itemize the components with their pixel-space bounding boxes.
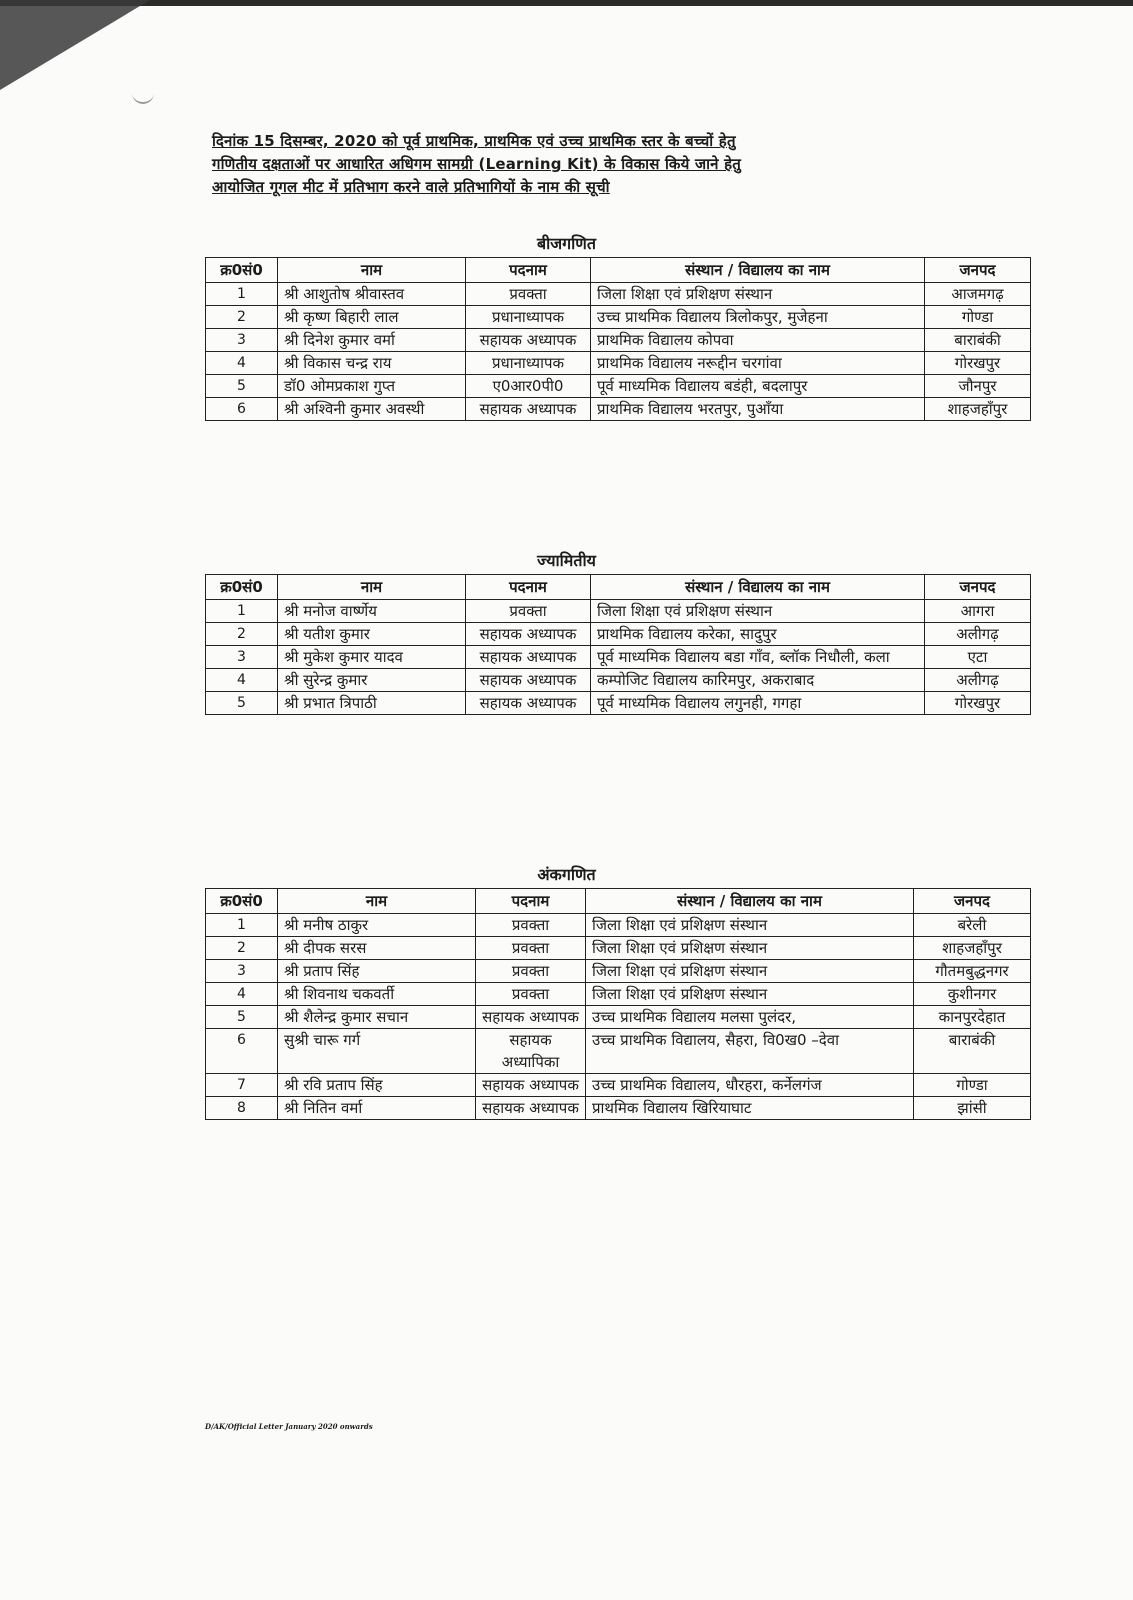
cell-sn: 4 — [206, 983, 278, 1006]
heading-line-1: दिनांक 15 दिसम्बर, 2020 को पूर्व प्राथमिक, प्राथमिक एवं उच्च प्राथमिक स्तर के बच्चों हेतु — [212, 132, 736, 150]
table-row — [206, 352, 1031, 375]
section-title-algebra: बीजगणित — [537, 234, 596, 253]
table-header-row — [206, 575, 1031, 600]
cell-designation: सहायक अध्यापक — [476, 1097, 586, 1120]
table-row — [206, 646, 1031, 669]
header-name: नाम — [278, 575, 466, 600]
cell-institution: जिला शिक्षा एवं प्रशिक्षण संस्थान — [591, 283, 925, 306]
cell-district: अलीगढ़ — [925, 623, 1031, 646]
header-designation: पदनाम — [466, 575, 591, 600]
cell-designation: सहायक अध्यापक — [466, 669, 591, 692]
table-row — [206, 623, 1031, 646]
header-designation: पदनाम — [466, 258, 591, 283]
table-row — [206, 1006, 1031, 1029]
cell-name: श्री मनीष ठाकुर — [278, 914, 476, 937]
cell-name: डॉ0 ओमप्रकाश गुप्त — [278, 375, 466, 398]
cell-designation: सहायक अध्यापक — [466, 398, 591, 421]
table-row — [206, 283, 1031, 306]
cell-designation: सहायक अध्यापक — [466, 329, 591, 352]
table-row — [206, 329, 1031, 352]
cell-district: गोरखपुर — [925, 352, 1031, 375]
cell-district: गोरखपुर — [925, 692, 1031, 715]
cell-institution: जिला शिक्षा एवं प्रशिक्षण संस्थान — [586, 960, 914, 983]
cell-institution: जिला शिक्षा एवं प्रशिक्षण संस्थान — [586, 983, 914, 1006]
header-district: जनपद — [925, 575, 1031, 600]
cell-district: कानपुरदेहात — [914, 1006, 1031, 1029]
cell-name: श्री शैलेन्द्र कुमार सचान — [278, 1006, 476, 1029]
cell-district: शाहजहाँपुर — [914, 937, 1031, 960]
table-row — [206, 306, 1031, 329]
section-title-geometry: ज्यामितीय — [537, 551, 596, 570]
header-district: जनपद — [925, 258, 1031, 283]
cell-sn: 2 — [206, 937, 278, 960]
cell-sn: 8 — [206, 1097, 278, 1120]
header-district: जनपद — [914, 889, 1031, 914]
cell-name: श्री विकास चन्द्र राय — [278, 352, 466, 375]
table-row — [206, 1029, 1031, 1074]
header-designation: पदनाम — [476, 889, 586, 914]
cell-institution: प्राथमिक विद्यालय करेका, सादुपुर — [591, 623, 925, 646]
table-row — [206, 983, 1031, 1006]
cell-name: श्री प्रभात त्रिपाठी — [278, 692, 466, 715]
header-sn: क्र0सं0 — [206, 575, 278, 600]
table-row — [206, 1097, 1031, 1120]
cell-institution: पूर्व माध्यमिक विद्यालय बडा गाँव, ब्लॉक निधौली, कला — [591, 646, 925, 669]
cell-designation: सहायक अध्यापिका — [476, 1029, 586, 1074]
cell-district: आगरा — [925, 600, 1031, 623]
table-row — [206, 600, 1031, 623]
cell-designation: सहायक अध्यापक — [466, 623, 591, 646]
cell-name: सुश्री चारू गर्ग — [278, 1029, 476, 1074]
cell-designation: ए0आर0पी0 — [466, 375, 591, 398]
cell-name: श्री सुरेन्द्र कुमार — [278, 669, 466, 692]
heading-line-3: आयोजित गूगल मीट में प्रतिभाग करने वाले प्रतिभागियों के नाम की सूची — [212, 178, 610, 196]
heading-line-2: गणितीय दक्षताओं पर आधारित अधिगम सामग्री (Learning Kit) के विकास किये जाने हेतु — [212, 155, 742, 173]
cell-sn: 1 — [206, 914, 278, 937]
cell-designation: प्रवक्ता — [476, 937, 586, 960]
cell-sn: 5 — [206, 692, 278, 715]
cell-district: एटा — [925, 646, 1031, 669]
cell-sn: 4 — [206, 352, 278, 375]
cell-name: श्री मुकेश कुमार यादव — [278, 646, 466, 669]
cell-designation: सहायक अध्यापक — [476, 1074, 586, 1097]
cell-designation: सहायक अध्यापक — [466, 646, 591, 669]
cell-sn: 1 — [206, 283, 278, 306]
cell-institution: उच्च प्राथमिक विद्यालय, सैहरा, वि0ख0 –देवा — [586, 1029, 914, 1074]
header-sn: क्र0सं0 — [206, 889, 278, 914]
scan-top-edge — [0, 0, 1133, 6]
table-row — [206, 398, 1031, 421]
document-heading — [212, 130, 1012, 199]
cell-sn: 6 — [206, 1029, 278, 1074]
cell-name: श्री रवि प्रताप सिंह — [278, 1074, 476, 1097]
cell-district: झांसी — [914, 1097, 1031, 1120]
cell-district: अलीगढ़ — [925, 669, 1031, 692]
cell-district: कुशीनगर — [914, 983, 1031, 1006]
cell-institution: प्राथमिक विद्यालय नरूद्दीन चरगांवा — [591, 352, 925, 375]
cell-district: बाराबंकी — [914, 1029, 1031, 1074]
participants-table-geometry — [205, 574, 1031, 715]
cell-designation: सहायक अध्यापक — [476, 1006, 586, 1029]
cell-district: गोण्डा — [925, 306, 1031, 329]
cell-institution: पूर्व माध्यमिक विद्यालय लगुनही, गगहा — [591, 692, 925, 715]
table-header-row — [206, 889, 1031, 914]
header-name: नाम — [278, 889, 476, 914]
scan-corner-shadow — [0, 0, 150, 90]
table-header-row — [206, 258, 1031, 283]
table-row — [206, 669, 1031, 692]
cell-district: आजमगढ़ — [925, 283, 1031, 306]
header-sn: क्र0सं0 — [206, 258, 278, 283]
cell-institution: जिला शिक्षा एवं प्रशिक्षण संस्थान — [586, 914, 914, 937]
cell-designation: प्रवक्ता — [466, 283, 591, 306]
cell-name: श्री यतीश कुमार — [278, 623, 466, 646]
header-institution: संस्थान / विद्यालय का नाम — [591, 575, 925, 600]
table-row — [206, 914, 1031, 937]
cell-institution: कम्पोजिट विद्यालय कारिमपुर, अकराबाद — [591, 669, 925, 692]
cell-sn: 5 — [206, 1006, 278, 1029]
header-institution: संस्थान / विद्यालय का नाम — [591, 258, 925, 283]
cell-sn: 4 — [206, 669, 278, 692]
cell-sn: 7 — [206, 1074, 278, 1097]
cell-designation: सहायक अध्यापक — [466, 692, 591, 715]
cell-institution: प्राथमिक विद्यालय कोपवा — [591, 329, 925, 352]
footer-reference: D/AK/Official Letter January 2020 onwards — [205, 1422, 373, 1431]
cell-district: गौतमबुद्धनगर — [914, 960, 1031, 983]
cell-district: बाराबंकी — [925, 329, 1031, 352]
section-title-arithmetic: अंकगणित — [537, 865, 596, 884]
cell-designation: प्रधानाध्यापक — [466, 306, 591, 329]
cell-name: श्री अश्विनी कुमार अवस्थी — [278, 398, 466, 421]
cell-name: श्री मनोज वार्ष्णेय — [278, 600, 466, 623]
cell-sn: 2 — [206, 623, 278, 646]
participants-table-arithmetic — [205, 888, 1031, 1120]
table-row — [206, 375, 1031, 398]
cell-district: बरेली — [914, 914, 1031, 937]
cell-district: शाहजहाँपुर — [925, 398, 1031, 421]
header-name: नाम — [278, 258, 466, 283]
cell-name: श्री दिनेश कुमार वर्मा — [278, 329, 466, 352]
cell-designation: प्रवक्ता — [466, 600, 591, 623]
cell-institution: प्राथमिक विद्यालय खिरियाघाट — [586, 1097, 914, 1120]
cell-sn: 3 — [206, 960, 278, 983]
cell-designation: प्रवक्ता — [476, 914, 586, 937]
participants-table-algebra — [205, 257, 1031, 421]
cell-institution: प्राथमिक विद्यालय भरतपुर, पुआँया — [591, 398, 925, 421]
cell-sn: 1 — [206, 600, 278, 623]
cell-institution: उच्च प्राथमिक विद्यालय त्रिलोकपुर, मुजेहना — [591, 306, 925, 329]
cell-designation: प्रधानाध्यापक — [466, 352, 591, 375]
header-institution: संस्थान / विद्यालय का नाम — [586, 889, 914, 914]
table-row — [206, 692, 1031, 715]
cell-name: श्री आशुतोष श्रीवास्तव — [278, 283, 466, 306]
cell-institution: जिला शिक्षा एवं प्रशिक्षण संस्थान — [586, 937, 914, 960]
cell-name: श्री प्रताप सिंह — [278, 960, 476, 983]
cell-sn: 6 — [206, 398, 278, 421]
table-row — [206, 960, 1031, 983]
cell-designation: प्रवक्ता — [476, 960, 586, 983]
cell-institution: जिला शिक्षा एवं प्रशिक्षण संस्थान — [591, 600, 925, 623]
cell-sn: 2 — [206, 306, 278, 329]
cell-name: श्री शिवनाथ चकवर्ती — [278, 983, 476, 1006]
cell-name: श्री कृष्ण बिहारी लाल — [278, 306, 466, 329]
cell-sn: 3 — [206, 329, 278, 352]
cell-name: श्री दीपक सरस — [278, 937, 476, 960]
cell-sn: 3 — [206, 646, 278, 669]
cell-district: जौनपुर — [925, 375, 1031, 398]
cell-institution: उच्च प्राथमिक विद्यालय, धौरहरा, कर्नेलगंज — [586, 1074, 914, 1097]
punch-hole-mark — [132, 88, 154, 104]
cell-institution: पूर्व माध्यमिक विद्यालय बडंही, बदलापुर — [591, 375, 925, 398]
table-row — [206, 1074, 1031, 1097]
table-row — [206, 937, 1031, 960]
cell-institution: उच्च प्राथमिक विद्यालय मलसा पुलंदर, — [586, 1006, 914, 1029]
cell-district: गोण्डा — [914, 1074, 1031, 1097]
cell-name: श्री नितिन वर्मा — [278, 1097, 476, 1120]
cell-sn: 5 — [206, 375, 278, 398]
cell-designation: प्रवक्ता — [476, 983, 586, 1006]
